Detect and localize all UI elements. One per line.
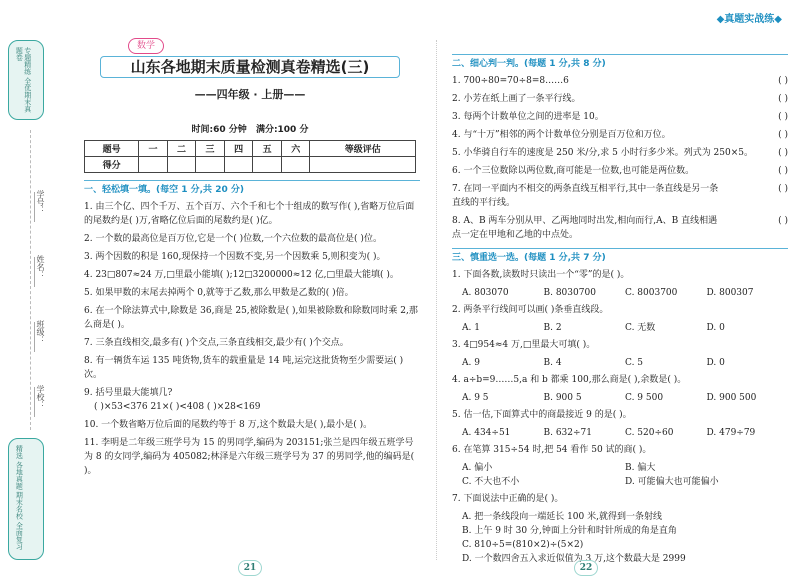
bottom-badge-text: 精选 各地真题 期末名校 全面复习 — [15, 445, 24, 550]
tf-question-text: 3. 每两个计数单位之间的进率是 10。 — [452, 112, 604, 122]
options — [452, 321, 788, 335]
tf-question — [452, 128, 788, 142]
grade-label: ——四年级 · 上册—— — [194, 88, 306, 101]
option[interactable]: A. 9 — [462, 358, 480, 368]
answer-blank[interactable]: ( ) — [778, 216, 788, 226]
section-title: 二、细心判一判。(每题 1 分,共 8 分) — [452, 54, 788, 71]
tf-question-text: 8. A、B 两车分别从甲、乙两地同时出发,相向而行,A、B 直线相遇点一定在甲地和乙地的中点处。 — [452, 216, 718, 240]
score-row — [85, 157, 416, 173]
option[interactable]: D. 900 500 — [706, 393, 757, 403]
answer-blank[interactable]: ( ) — [778, 184, 788, 194]
score-cell[interactable] — [281, 157, 310, 173]
score-cell[interactable] — [196, 157, 225, 173]
score-header-cell: 三 — [196, 141, 225, 157]
tf-question-text: 2. 小芳在纸上画了一条平行线。 — [452, 94, 581, 104]
tf-question — [452, 92, 788, 106]
tf-question — [452, 164, 788, 178]
option[interactable]: A. 9 5 — [462, 393, 489, 403]
options — [452, 426, 788, 440]
field-student-id[interactable]: 学号： — [34, 190, 46, 222]
tf-question — [452, 214, 788, 242]
tf-question — [452, 110, 788, 124]
score-header-cell: 一 — [139, 141, 168, 157]
question: 5. 如果甲数的末尾去掉两个 0,就等于乙数,那么甲数是乙数的( )倍。 — [84, 288, 354, 298]
option[interactable]: D. 479÷79 — [706, 428, 756, 438]
answer-blank[interactable]: ( ) — [778, 112, 788, 122]
question: 1. 由三个亿、四个千万、五个百万、六个千和七个十组成的数写作( ),省略万位后面的尾数约是( )万,省略亿位后面的尾数约是( )亿。 — [84, 202, 415, 226]
option[interactable]: D. 0 — [706, 323, 725, 333]
question: 2. 一个数的最高位是百万位,它是一个( )位数,一个六位数的最高位是( )位。 — [84, 234, 382, 244]
option[interactable]: D. 800307 — [706, 288, 754, 298]
question-sub: ( )×53<376 21×( )<408 ( )×28<169 — [94, 402, 261, 412]
score-header-row — [85, 141, 416, 157]
score-cell[interactable] — [139, 157, 168, 173]
mc-question: 7. 下面说法中正确的是( )。 — [452, 494, 564, 504]
mc-question: 5. 估一估,下面算式中的商最接近 9 的是( )。 — [452, 410, 632, 420]
mc-question: 4. a÷b=9……5,a 和 b 都乘 100,那么商是( ),余数是( )。 — [452, 375, 687, 385]
section-title: 一、轻松填一填。(每空 1 分,共 20 分) — [84, 180, 420, 197]
mc-question: 6. 在笔算 315÷54 时,把 54 看作 50 试的商( )。 — [452, 445, 652, 455]
option[interactable]: A. 1 — [462, 323, 480, 333]
section-true-false — [452, 54, 788, 569]
page-divider — [436, 40, 437, 560]
score-cell[interactable] — [167, 157, 196, 173]
brand-label: ◆真题实战练◆ — [716, 14, 782, 25]
score-header-cell: 二 — [167, 141, 196, 157]
page-number-left: 21 — [238, 560, 262, 576]
option[interactable]: B. 900 5 — [543, 393, 582, 403]
option[interactable]: C. 520÷60 — [625, 428, 674, 438]
question: 7. 三条直线相交,最多有( )个交点,三条直线相交,最少有( )个交点。 — [84, 338, 349, 348]
tf-question-text: 1. 700÷80=70÷8=8……6 — [452, 76, 569, 86]
score-header-cell: 四 — [224, 141, 253, 157]
option[interactable]: C. 5 — [625, 358, 644, 368]
tf-question — [452, 182, 788, 210]
option[interactable]: C. 8003700 — [625, 288, 678, 298]
option[interactable]: D. 0 — [706, 358, 725, 368]
options — [452, 510, 788, 566]
top-badge — [8, 40, 44, 120]
top-badge-text: 专题精练 全优期末真题卷 — [15, 47, 32, 113]
answer-blank[interactable]: ( ) — [778, 130, 788, 140]
exam-meta — [100, 122, 400, 135]
score-cell[interactable] — [310, 157, 416, 173]
tf-question-text: 7. 在同一平面内不相交的两条直线互相平行,其中一条直线是另一条直线的平行线。 — [452, 184, 719, 208]
binding-line — [30, 130, 31, 430]
field-name[interactable]: 姓名： — [34, 255, 46, 287]
option[interactable]: B. 上午 9 时 30 分,钟面上分针和时针所成的角是直角 — [462, 526, 677, 536]
option[interactable]: A. 803070 — [462, 288, 509, 298]
option[interactable]: A. 434÷51 — [462, 428, 511, 438]
option[interactable]: C. 9 500 — [625, 393, 664, 403]
mc-question: 2. 两条平行线间可以画( )条垂直线段。 — [452, 305, 609, 315]
field-class[interactable]: 班级： — [34, 320, 46, 352]
option[interactable]: B. 632÷71 — [543, 428, 593, 438]
tf-question — [452, 146, 788, 160]
question: 10. 一个数省略万位后面的尾数约等于 8 万,这个数最大是( ),最小是( )。 — [84, 420, 373, 430]
answer-blank[interactable]: ( ) — [778, 166, 788, 176]
score-row-label: 得分 — [85, 157, 139, 173]
page-title: 山东各地期末质量检测真卷精选(三) — [100, 56, 400, 78]
option[interactable]: C. 810÷5=(810×2)÷(5×2) — [462, 540, 584, 550]
answer-blank[interactable]: ( ) — [778, 94, 788, 104]
question: 8. 有一辆货车运 135 吨货物,货车的载重量是 14 吨,运完这批货物至少需要运( )次。 — [84, 356, 404, 380]
binding-strip — [0, 40, 50, 575]
option[interactable]: B. 8030700 — [543, 288, 596, 298]
options — [452, 286, 788, 300]
section-fill-in — [84, 180, 420, 482]
option[interactable]: B. 偏大 — [625, 463, 656, 473]
score-header-cell: 等级评估 — [310, 141, 416, 157]
mc-question: 3. 4□954≈4 万,□里最大可填( )。 — [452, 340, 596, 350]
score-header-cell: 六 — [281, 141, 310, 157]
option[interactable]: A. 把一条线段向一端延长 100 米,就得到一条射线 — [462, 512, 662, 522]
option[interactable]: D. 一个数四舍五入求近似值为 3 万,这个数最大是 2999 — [462, 554, 686, 564]
question: 9. 括号里最大能填几? — [84, 388, 173, 398]
option[interactable]: B. 2 — [543, 323, 562, 333]
tf-question-text: 5. 小华骑自行车的速度是 250 米/分,求 5 小时行多少米。列式为 250×5。 — [452, 148, 753, 158]
bottom-badge — [8, 438, 44, 560]
question: 3. 两个因数的积是 160,现保持一个因数不变,另一个因数乘 5,则积变为( )。 — [84, 252, 386, 262]
tf-question-text: 4. 与“十万”相邻的两个计数单位分别是百万位和万位。 — [452, 130, 671, 140]
exam-time: 时间:60 分钟 — [191, 125, 247, 135]
subject-tag: 数学 — [128, 38, 164, 54]
page-number-right: 22 — [574, 560, 598, 576]
option[interactable]: A. 偏小 — [462, 463, 493, 473]
score-cell[interactable] — [253, 157, 282, 173]
question: 11. 李明是二年级三班学号为 15 的男同学,编码为 203151;张兰是四年级五班学号为 8 的女同学,编码为 405082;林泽是六年级三班学号为 37 的男同学,他的编码是( )。 — [84, 438, 415, 476]
field-school[interactable]: 学校： — [34, 385, 46, 417]
options — [452, 356, 788, 370]
section-title: 三、慎重选一选。(每题 1 分,共 7 分) — [452, 248, 788, 265]
score-header-cell: 五 — [253, 141, 282, 157]
option[interactable]: D. 可能偏大也可能偏小 — [625, 477, 719, 487]
question: 6. 在一个除法算式中,除数是 36,商是 25,被除数是( ),如果被除数和除数同时乘 2,那么商是( )。 — [84, 306, 418, 330]
answer-blank[interactable]: ( ) — [778, 76, 788, 86]
score-table — [84, 140, 416, 173]
options — [452, 391, 788, 405]
answer-blank[interactable]: ( ) — [778, 148, 788, 158]
question: 4. 23□807≈24 万,□里最小能填( );12□3200000≈12 亿,□里最大能填( )。 — [84, 270, 399, 280]
option[interactable]: C. 无数 — [625, 323, 656, 333]
tf-question — [452, 74, 788, 88]
option[interactable]: B. 4 — [543, 358, 562, 368]
score-header-cell: 题号 — [85, 141, 139, 157]
options — [452, 461, 788, 489]
mc-question: 1. 下面各数,读数时只读出一个“零”的是( )。 — [452, 270, 630, 280]
exam-full-score: 满分:100 分 — [255, 125, 309, 135]
score-cell[interactable] — [224, 157, 253, 173]
option[interactable]: C. 不大也不小 — [462, 477, 520, 487]
tf-question-text: 6. 一个三位数除以两位数,商可能是一位数,也可能是两位数。 — [452, 166, 695, 176]
